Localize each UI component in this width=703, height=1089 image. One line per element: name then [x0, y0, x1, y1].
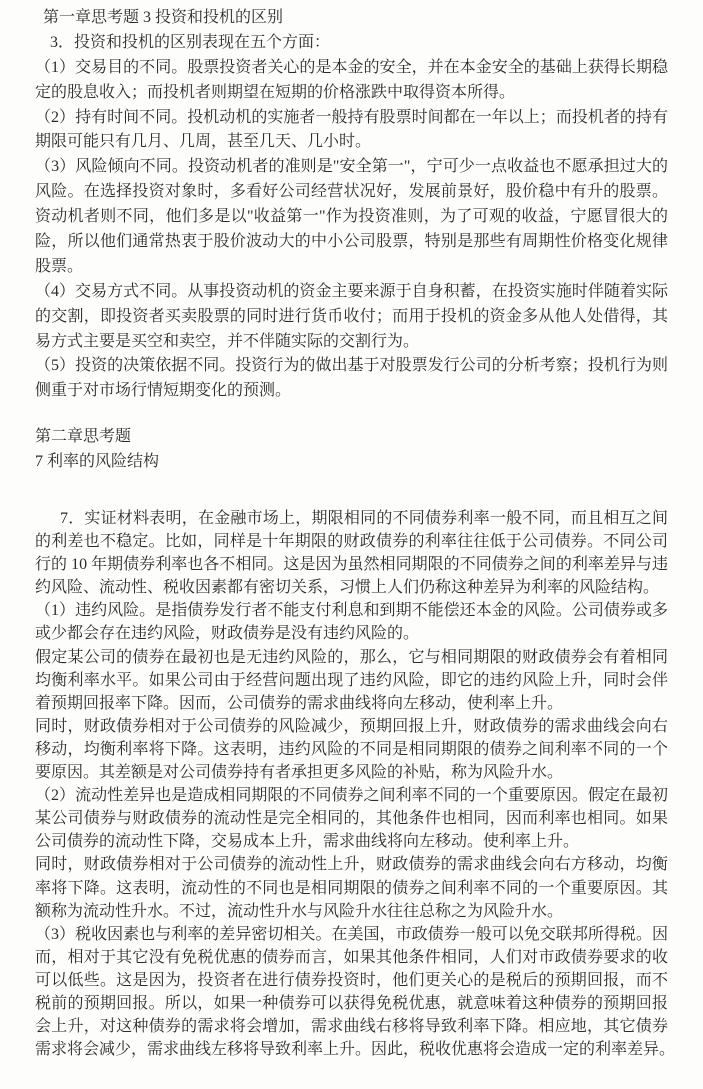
section-1-title: 第一章思考题 3 投资和投机的区别 — [43, 9, 284, 26]
paragraph — [35, 853, 668, 922]
paragraph — [35, 155, 668, 279]
paragraph — [35, 56, 668, 106]
text-line: 险，所以他们通常热衷于股价波动大的中小公司股票，特别是那些有周期性价格变化规律 — [35, 233, 668, 251]
paragraph — [35, 507, 668, 599]
section-1-intro: 3．投资和投机的区别表现在五个方面： — [50, 33, 331, 51]
paragraph — [35, 923, 676, 1062]
paragraph — [35, 599, 668, 645]
text-line: 的利差也不稳定。比如，同样是十年期限的财政债券的利率往往低于公司债券。不同公司 — [35, 533, 668, 551]
text-line: （1）交易目的不同。股票投资者关心的是本金的安全，并在本金安全的基础上获得长期稳 — [35, 58, 668, 76]
question-title: 7 利率的风险结构 — [35, 453, 160, 470]
text-line: 公司债券的流动性下降，交易成本上升，需求曲线将向左移动。使利率上升。 — [35, 833, 580, 851]
text-line: 某公司债券与财政债券的流动性是完全相同的，其他条件也相同，因而利率也相同。如果 — [35, 810, 668, 828]
section-2 — [35, 507, 676, 1061]
text-line: 7．实证材料表明，在金融市场上，期限相同的不同债券利率一般不同，而且相互之间 — [60, 510, 668, 527]
text-line: 侧重于对市场行情短期变化的预测。 — [35, 382, 292, 400]
text-line: 约风险、流动性、税收因素都有密切关系，习惯上人们仍称这种差异为利率的风险结构。 — [35, 579, 660, 597]
text-line: 会上升，对这种债券的需求将会增加，需求曲线右移将导致利率下降。相应地，其它债券 — [35, 1018, 668, 1036]
text-line: 税前的预期回报。所以，如果一种债券可以获得免税优惠，就意味着这种债券的预期回报 — [35, 994, 668, 1012]
text-line: 同时，财政债券相对于公司债券的风险减少，预期回报上升，财政债券的需求曲线会向右 — [35, 717, 668, 735]
text-line: 额称为流动性升水。不过，流动性升水与风险升水往往总称之为风险升水。 — [35, 902, 564, 920]
section-1 — [35, 6, 668, 404]
text-line: （5）投资的决策依据不同。投资行为的做出基于对股票发行公司的分析考察；投机行为则 — [35, 357, 668, 375]
text-line: 期限可能只有几月、几周，甚至几天、几小时。 — [35, 133, 372, 151]
paragraph — [35, 646, 668, 715]
text-line: （2）流动性差异也是造成相同期限的不同债券之间利率不同的一个重要原因。假定在最初 — [35, 787, 668, 805]
text-line: 着预期回报率下降。因而，公司债券的需求曲线将向左移动，使利率上升。 — [35, 694, 564, 712]
section-1-body — [35, 56, 668, 404]
text-line: 的交割，即投资者买卖股票的同时进行货币收付；而用于投机的资金多从他人处借得，其 — [35, 307, 668, 325]
chapter-heading: 第二章思考题 — [35, 428, 132, 445]
text-line: 要原因。其差额是对公司债券持有者承担更多风险的补贴，称为风险升水。 — [35, 764, 564, 782]
paragraph — [35, 354, 668, 404]
text-line: 股票。 — [35, 257, 84, 275]
text-line: 移动，均衡利率将下降。这表明，违约风险的不同是相同期限的债券之间利率不同的一个 — [35, 740, 668, 758]
text-line: 需求将会减少，需求曲线左移将导致利率上升。因此，税收优惠将会造成一定的利率差异。 — [35, 1041, 676, 1059]
section-2-body — [35, 507, 676, 1061]
text-line: 行的 10 年期债券利率也各不相同。这是因为虽然相同期限的不同债券之间的利率差异与违 — [35, 556, 668, 574]
text-line: 或少都会存在违约风险，财政债券是没有违约风险的。 — [35, 625, 420, 643]
text-line: 同时，财政债券相对于公司债券的流动性上升，财政债券的需求曲线会向右方移动，均衡 — [35, 856, 668, 874]
paragraph — [35, 784, 668, 853]
text-line: 易方式主要是买空和卖空，并不伴随实际的交割行为。 — [35, 332, 420, 350]
text-line: （3）税收因素也与利率的差异密切相关。在美国，市政债券一般可以免交联邦所得税。因 — [35, 925, 668, 943]
text-line: 均衡利率水平。如果公司由于经营问题出现了违约风险，即它的违约风险上升，同时会伴 — [35, 671, 668, 689]
text-line: 假定某公司的债券在最初也是无违约风险的，那么，它与相同期限的财政债券会有着相同 — [35, 648, 668, 666]
text-line: 资动机者则不同，他们多是以"收益第一"作为投资准则，为了可观的收益，宁愿冒很大的 — [35, 208, 668, 226]
text-line: 可以低些。这是因为，投资者在进行债券投资时，他们更关心的是税后的预期回报，而不 — [35, 971, 668, 989]
text-line: （4）交易方式不同。从事投资动机的资金主要来源于自身积蓄，在投资实施时伴随着实际 — [35, 282, 668, 300]
section-2-heading — [35, 424, 668, 474]
paragraph — [35, 106, 668, 156]
text-line: 率将下降。这表明，流动性的不同也是相同期限的债券之间利率不同的一个重要原因。其 — [35, 879, 668, 897]
text-line: （3）风险倾向不同。投资动机者的准则是"安全第一"，宁可少一点收益也不愿承担过大的 — [35, 158, 668, 176]
paragraph — [35, 715, 668, 784]
text-line: （2）持有时间不同。投机动机的实施者一般持有股票时间都在一年以上；而投机者的持有 — [35, 108, 668, 126]
text-line: 风险。在选择投资对象时，多看好公司经营状况好，发展前景好，股价稳中有升的股票。 — [35, 183, 668, 201]
text-line: 而，相对于其它没有免税优惠的债券而言，如果其他条件相同，人们对市政债券要求的收 — [35, 948, 668, 966]
paragraph — [35, 280, 668, 355]
text-line: （1）违约风险。是指债券发行者不能支付利息和到期不能偿还本金的风险。公司债券或多 — [35, 602, 668, 620]
text-line: 定的股息收入；而投机者则期望在短期的价格涨跌中取得资本所得。 — [35, 83, 516, 101]
